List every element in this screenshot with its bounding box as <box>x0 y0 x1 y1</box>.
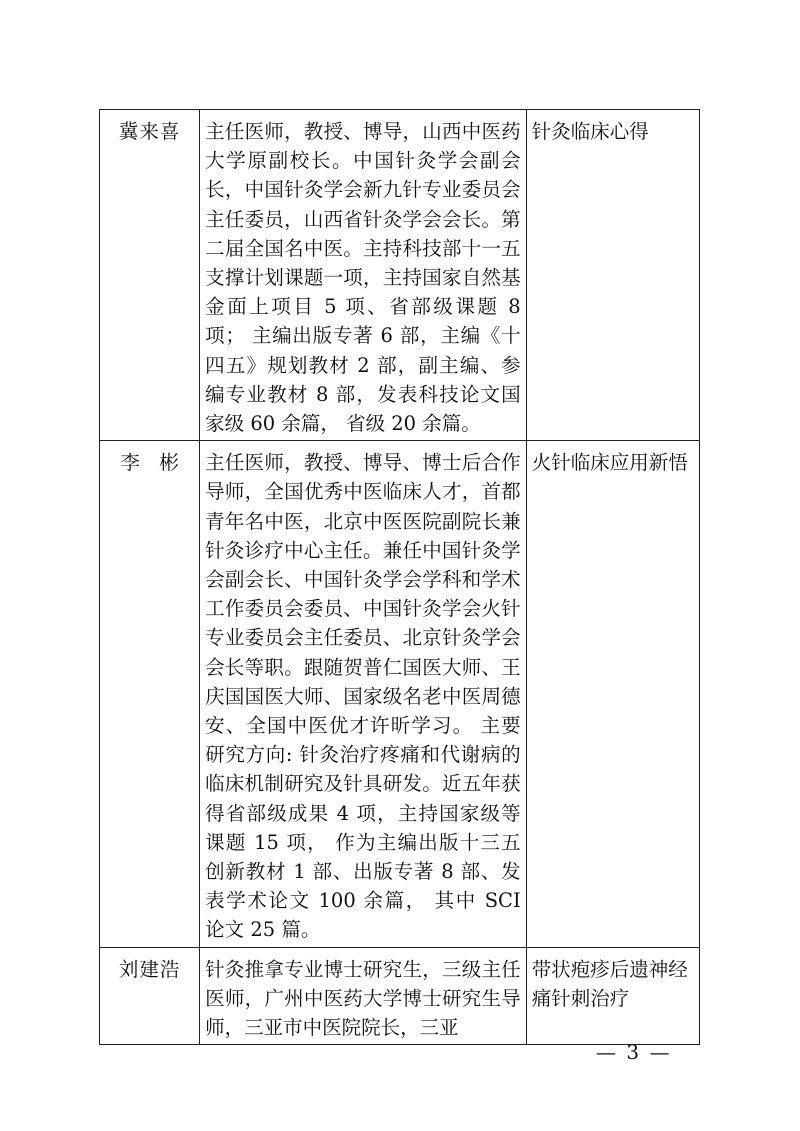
expert-bio: 主任医师，教授、博导，山西中医药大学原副校长。中国针灸学会副会长，中国针灸学会新九针专业委员会主任委员，山西省针灸学会会长。第二届全国名中医。主持科技部十一五支撑计划课题一项，主持国家自然基金面上项目 5 项、省部级课题 8 项； 主编出版专著 6 部，主编《十四五》规划教材 2 部，副主编、参编专业教材 8 部，发表科技论文国家级 60 余篇， 省级 20 余篇。 <box>200 110 527 441</box>
lecture-topic: 火针临床应用新悟 <box>526 441 699 947</box>
expert-name: 刘建浩 <box>100 947 200 1045</box>
expert-name: 李 彬 <box>100 441 200 947</box>
expert-bio: 主任医师，教授、博导、博士后合作导师，全国优秀中医临床人才，首都青年名中医，北京中医医院副院长兼针灸诊疗中心主任。兼任中国针灸学会副会长、中国针灸学会学科和学术工作委员会委员、中国针灸学会火针专业委员会主任委员、北京针灸学会会长等职。跟随贺普仁国医大师、王庆国国医大师、国家级名老中医周德安、全国中医优才许昕学习。 主要研究方向: 针灸治疗疼痛和代谢病的临床机制研究及针具研发。近五年获得省部级成果 4 项，主持国家级等课题 15 项， 作为主编出版十三五创新教材 1 部、出版专著 8 部、发表学术论文 100 余篇， 其中 SCI 论文 25 篇。 <box>200 441 527 947</box>
lecture-topic: 针灸临床心得 <box>526 110 699 441</box>
expert-bio: 针灸推拿专业博士研究生，三级主任医师，广州中医药大学博士研究生导师，三亚市中医院院长，三亚 <box>200 947 527 1045</box>
table-row <box>100 441 700 947</box>
expert-table <box>99 109 700 1045</box>
page-number: — 3 — <box>596 1040 672 1064</box>
lecture-topic: 带状疱疹后遗神经痛针刺治疗 <box>526 947 699 1045</box>
table-row <box>100 947 700 1045</box>
table-row <box>100 110 700 441</box>
expert-name: 冀来喜 <box>100 110 200 441</box>
